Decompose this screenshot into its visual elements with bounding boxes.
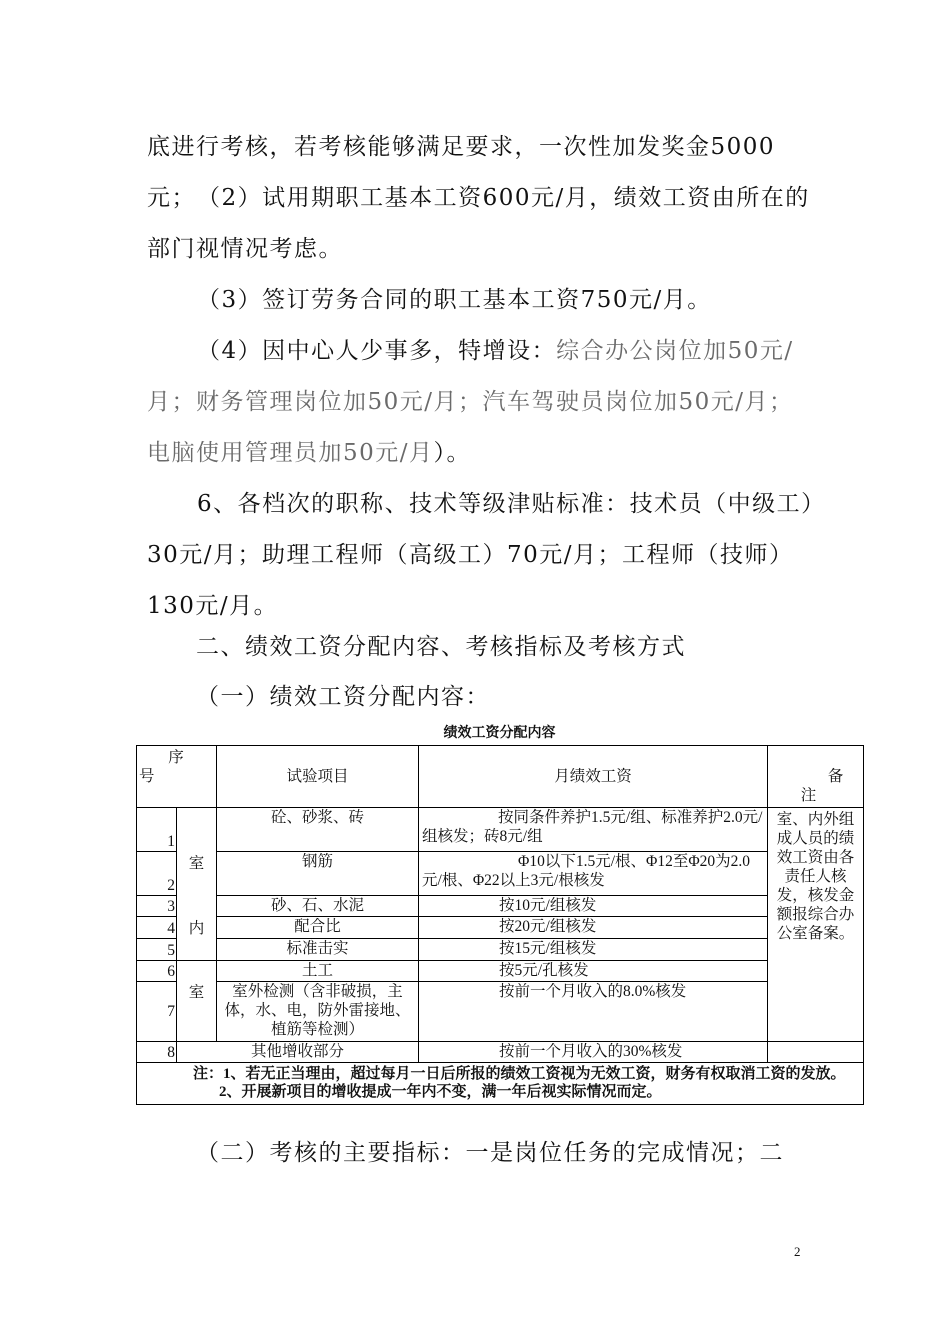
header-seq (137, 746, 217, 808)
table-row (137, 961, 864, 982)
row-4-item: 配合比 (217, 917, 419, 939)
table-row (137, 982, 864, 1042)
table-row (137, 808, 864, 852)
row-2-item: 钢筋 (217, 852, 419, 896)
section-heading-2: 二、绩效工资分配内容、考核指标及考核方式 (196, 634, 686, 660)
table-row (137, 852, 864, 896)
header-item: 试验项目 (217, 746, 419, 808)
header-pay: 月绩效工资 (419, 746, 768, 808)
row-6-pay: 按5元/孔核发 (419, 961, 768, 982)
paragraph-probation-salary: （2）试用期职工基本工资600元/月，绩效工资由所在的部门视情况考虑。 (147, 185, 810, 262)
group-indoor (177, 808, 217, 961)
group-indoor-b: 内 (188, 920, 205, 937)
row-1-no: 1 (137, 808, 177, 852)
row-1-item: 砼、砂浆、砖 (217, 808, 419, 852)
row-6-item: 土工 (217, 961, 419, 982)
table-row (137, 917, 864, 939)
allowance-close: ）。 (433, 440, 472, 466)
row-8-pay: 按前一个月收入的30%核发 (419, 1042, 768, 1063)
paragraph-labor-contract-salary: （3）签订劳务合同的职工基本工资750元/月。 (197, 287, 712, 313)
allowance-intro: （4）因中心人少事多，特增设： (197, 338, 557, 364)
paragraph-post-allowance (147, 326, 817, 479)
paragraph-assessment-indicators: （二）考核的主要指标：一是岗位任务的完成情况；二 (196, 1140, 784, 1166)
table-note-row (137, 1063, 864, 1105)
row-2-no: 2 (137, 852, 177, 896)
table-caption: 绩效工资分配内容 (443, 725, 556, 741)
row-4-no: 4 (137, 917, 177, 939)
group-outdoor-label: 室 (188, 984, 205, 1001)
header-remark (768, 746, 864, 808)
row-5-item: 标准击实 (217, 939, 419, 961)
group-indoor-a: 室 (188, 855, 205, 872)
row-7-item: 室外检测（含非破损，主体，水、电，防外雷接地、植筋等检测） (217, 982, 419, 1042)
row-4-pay: 按20元/组核发 (419, 917, 768, 939)
row-6-no: 6 (137, 961, 177, 982)
row-3-pay: 按10元/组核发 (419, 896, 768, 917)
row-7-pay: 按前一个月收入的8.0%核发 (419, 982, 768, 1042)
row-5-pay: 按15元/组核发 (419, 939, 768, 961)
performance-pay-table (136, 745, 864, 1105)
row-8-no: 8 (137, 1042, 177, 1063)
row-8-item: 其他增收部分 (177, 1042, 419, 1063)
table-header-row (137, 746, 864, 808)
table-row (137, 1042, 864, 1063)
row-3-item: 砂、石、水泥 (217, 896, 419, 917)
header-remark-a: 备 (827, 768, 844, 785)
note-1: 注：1、若无正当理由，超过每月一日后所报的绩效工资视为无效工资，财务有权取消工资的发放。 (193, 1066, 846, 1082)
paragraph-bonus: 底进行考核，若考核能够满足要求，一次性加发奖金5000元； (147, 134, 776, 211)
subsection-heading-1: （一）绩效工资分配内容： (196, 684, 490, 710)
allowance-details: 综合办公岗位加50元/月；财务管理岗位加50元/月；汽车驾驶员岗位加50元/月；电脑使用管理员加50元/月 (147, 338, 794, 466)
group-outdoor (177, 961, 217, 1042)
header-seq-a: 序 (168, 749, 184, 766)
table-row (137, 939, 864, 961)
row-2-pay: Φ10以下1.5元/根、Φ12至Φ20为2.0元/根、Φ22以上3元/根核发 (419, 852, 768, 896)
row-8-remark (768, 1042, 864, 1063)
row-5-no: 5 (137, 939, 177, 961)
table-row (137, 896, 864, 917)
header-seq-b: 号 (139, 768, 155, 785)
remark-body: 室、内外组成人员的绩效工资由各责任人核发，核发金额报综合办公室备案。 (768, 808, 864, 1042)
row-7-no: 7 (137, 982, 177, 1042)
page-number: 2 (794, 1244, 801, 1259)
header-remark-b: 注 (800, 787, 817, 804)
row-3-no: 3 (137, 896, 177, 917)
note-2: 2、开展新项目的增收提成一年内不变，满一年后视实际情况而定。 (219, 1084, 662, 1100)
table-notes (137, 1063, 864, 1105)
row-1-pay: 按同条件养护1.5元/组、标准养护2.0元/组核发；砖8元/组 (419, 808, 768, 852)
paragraph-title-allowance: 6、各档次的职称、技术等级津贴标准：技术员（中级工）30元/月；助理工程师（高级工）70元/月；工程师（技师）130元/月。 (147, 491, 815, 619)
